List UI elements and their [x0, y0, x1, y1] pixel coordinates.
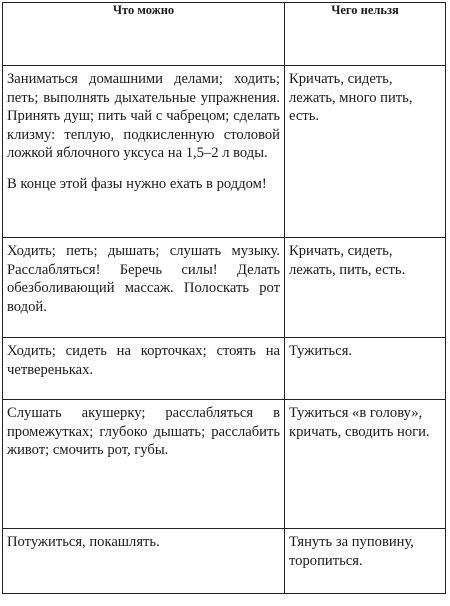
allowed-text: Заниматься домашними делами; ходить; петь; выполнять дыхательные упражнения. Принять душ; пить чай с чабрецом; сделать клизму: теплую, подкисленную столовой ложкой яблочного уксуса на 1,5–2 л воды. [7, 71, 280, 162]
allowed-text: Слушать акушерку; расслабляться в промежутках; глубоко дышать; расслабить живот; смочить рот, губы. [7, 405, 280, 459]
table-row [3, 238, 446, 338]
do-dont-table [2, 2, 446, 594]
allowed-text: Потужиться, покашлять. [7, 534, 160, 550]
forbidden-cell [285, 529, 446, 594]
forbidden-text: Кричать, сидеть, лежать, пить, есть. [289, 243, 406, 278]
table-row [3, 66, 446, 238]
table-row [3, 529, 446, 594]
header-forbidden: Чего нельзя [285, 3, 446, 66]
allowed-text: Ходить; сидеть на корточках; стоять на четвереньках. [7, 343, 280, 378]
forbidden-cell [285, 238, 446, 338]
allowed-cell [3, 338, 285, 400]
allowed-cell [3, 66, 285, 238]
allowed-cell [3, 238, 285, 338]
forbidden-cell [285, 338, 446, 400]
forbidden-text: Тужиться «в голову», кричать, сводить ноги. [289, 405, 430, 440]
allowed-cell [3, 529, 285, 594]
forbidden-text: Тужиться. [289, 343, 353, 359]
document-page [2, 2, 445, 603]
header-allowed: Что можно [3, 3, 285, 66]
table-row [3, 400, 446, 529]
allowed-text: Ходить; петь; дышать; слушать музыку. Расслабляться! Беречь силы! Делать обезболивающий массаж. Полоскать рот водой. [7, 243, 280, 315]
forbidden-text: Кричать, сидеть, лежать, много пить, есть. [289, 71, 413, 125]
forbidden-cell [285, 66, 446, 238]
header-row [3, 3, 446, 66]
allowed-note: В конце этой фазы нужно ехать в роддом! [7, 175, 267, 192]
forbidden-text: Тянуть за пуповину, торопиться. [289, 534, 414, 569]
forbidden-cell [285, 400, 446, 529]
table-row [3, 338, 446, 400]
allowed-cell [3, 400, 285, 529]
